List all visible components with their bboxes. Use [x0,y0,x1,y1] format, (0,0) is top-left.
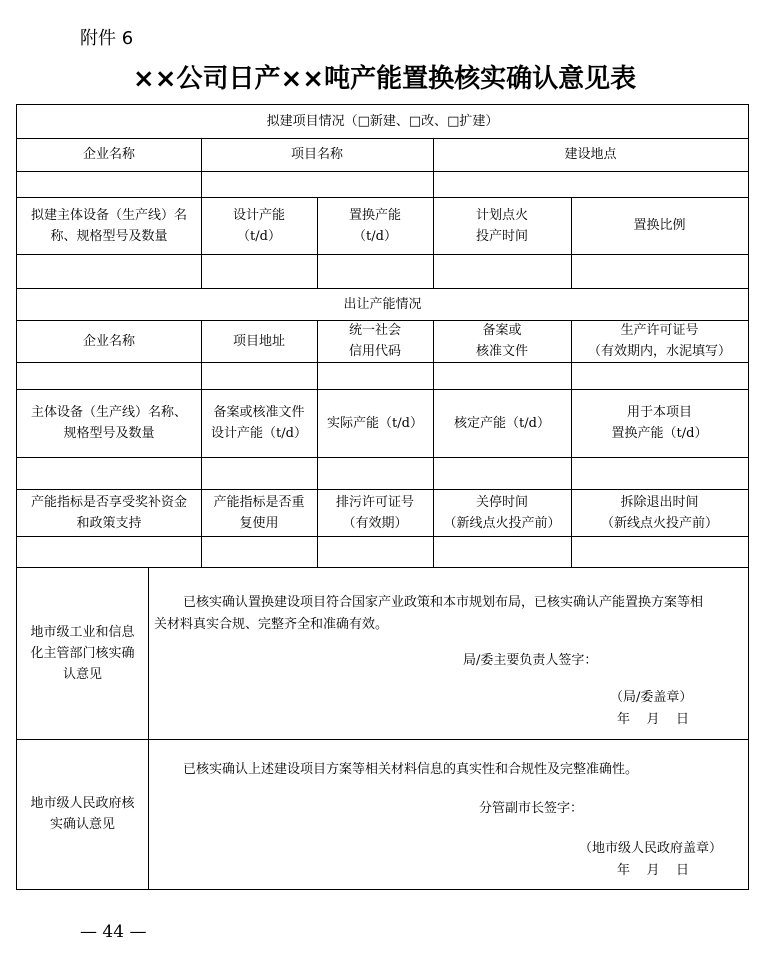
government-opinion-label: 地市级人民政府核 实确认意见 [30,796,135,832]
page-number: — 44 — [80,922,147,942]
transfer-filing-header: 备案或 核准文件 [475,323,528,359]
industry-signature-label: 局/委主要负责人签字： [463,653,598,668]
industry-date-label: 年 月 日 [617,712,690,727]
proposed-design-capacity-header: 设计产能 （t/d） [232,207,285,244]
proposed-ratio-header: 置换比例 [633,218,686,233]
transfer-permit-header: 排污许可证号 （有效期） [335,494,414,531]
transfer-subsidy-header: 产能指标是否享受奖补资金 和政策支持 [30,494,187,531]
transfer-approved-capacity-header: 核定产能（t/d） [454,415,550,431]
transfer-actual-capacity-header: 实际产能（t/d） [327,415,423,431]
industry-opinion-text-line1: 已核实确认置换建设项目符合国家产业政策和本市规划布局，已核实确认产能置换方案等相 [183,595,704,610]
proposed-replace-capacity-header: 置换产能 （t/d） [348,207,401,244]
annex-label: 附件 6 [80,28,134,49]
transfer-address-header: 项目地址 [232,333,285,349]
transfer-license-header: 生产许可证号 （有效期内，水泥填写） [587,323,731,359]
proposed-equipment-header: 拟建主体设备（生产线）名 称、规格型号及数量 [30,207,187,244]
transfer-section-title: 出让产能情况 [343,296,422,312]
government-signature-label: 分管副市长签字： [479,801,584,816]
government-seal-label: （地市级人民政府盖章） [579,841,723,856]
government-opinion-text: 已核实确认上述建设项目方案等相关材料信息的真实性和合规性及完整准确性。 [183,762,639,777]
government-date-label: 年 月 日 [617,863,690,878]
transfer-shutdown-header: 关停时间 （新线点火投产前） [443,494,561,531]
transfer-demolish-header: 拆除退出时间 （新线点火投产前） [600,494,718,531]
proposed-project-header: 项目名称 [290,147,343,162]
transfer-filing-capacity-header: 备案或核准文件 设计产能（t/d） [211,405,307,441]
industry-seal-label: （局/委盖章） [610,690,693,705]
industry-opinion-text-line2: 关材料真实合规、完整齐全和准确有效。 [154,617,389,632]
proposed-ignition-header: 计划点火 投产时间 [475,207,528,244]
confirmation-table [16,104,749,890]
transfer-repeat-header: 产能指标是否重 复使用 [213,494,305,531]
proposed-section-title: 拟建项目情况（□新建、□改、□扩建） [266,114,499,129]
proposed-location-header: 建设地点 [564,147,617,162]
transfer-company-header: 企业名称 [82,333,135,349]
transfer-used-capacity-header: 用于本项目 置换产能（t/d） [611,405,708,441]
transfer-equipment-header: 主体设备（生产线）名称、 规格型号及数量 [30,405,187,441]
proposed-company-header: 企业名称 [82,147,135,162]
industry-opinion-label: 地市级工业和信息 化主管部门核实确 认意见 [30,624,135,682]
transfer-credit-code-header: 统一社会 信用代码 [348,323,401,359]
page-title: ××公司日产××吨产能置换核实确认意见表 [132,64,637,94]
